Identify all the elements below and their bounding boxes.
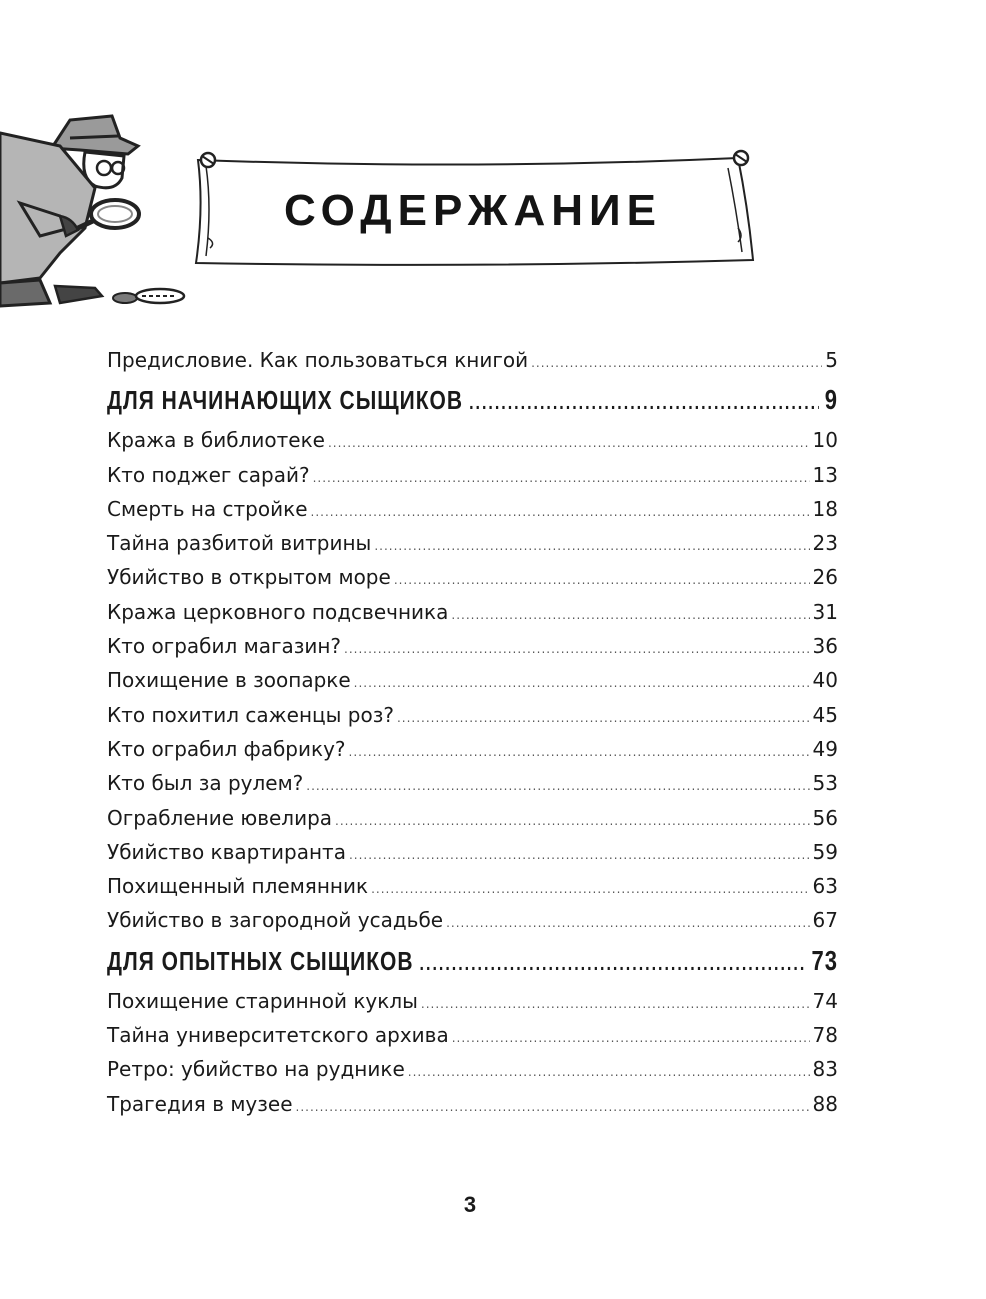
dot-leader [349,735,810,769]
toc-entry-page: 31 [812,599,838,624]
detective-illustration [0,108,200,318]
toc-entry-page: 53 [812,771,838,796]
toc-entry[interactable] [107,1018,838,1052]
toc-entry-title: Ограбление ювелира [107,805,333,830]
toc-entry-title: Похищенный племянник [107,874,369,899]
toc-entry-title: Кража в библиотеке [107,428,325,453]
dot-leader [349,838,810,872]
toc-entry-title: Кто ограбил магазин? [107,634,342,659]
toc-entry-page: 74 [812,988,838,1013]
toc-entry-page: 59 [812,839,838,864]
toc-entry-page: 13 [812,462,838,487]
toc-entry-title: Кража церковного подсвечника [107,599,449,624]
dot-leader [374,529,809,563]
toc-entry-page: 36 [812,634,838,659]
toc-entry-title: Трагедия в музее [107,1091,293,1116]
toc-section-experienced[interactable] [107,932,838,990]
dot-leader [306,769,809,803]
toc-entry[interactable] [107,526,838,560]
toc-section-title: ДЛЯ НАЧИНАЮЩИХ СЫЩИКОВ [107,386,464,416]
toc-entry-page: 18 [812,496,838,521]
toc-entry-page: 23 [812,531,838,556]
toc-entry-title: Тайна разбитой витрины [107,531,372,556]
toc-entry-title: Тайна университетского архива [107,1023,449,1048]
dot-leader [420,936,806,994]
toc-entry[interactable] [107,595,838,629]
toc-entry[interactable] [107,835,838,869]
toc-entry[interactable] [107,698,838,732]
dot-leader [469,375,819,433]
table-of-contents [107,343,838,1121]
toc-entry-page: 67 [812,908,838,933]
toc-section-beginners[interactable] [107,372,838,430]
toc-entry[interactable] [107,1052,838,1086]
toc-section-page: 9 [824,384,838,416]
toc-entry[interactable] [107,869,838,903]
toc-entry-page: 10 [812,428,838,453]
toc-entry[interactable] [107,629,838,663]
toc-section-page: 73 [811,944,838,976]
dot-leader [354,666,810,700]
dot-leader [335,804,810,838]
toc-entry-title: Похищение старинной куклы [107,988,418,1013]
dot-leader [313,461,810,495]
toc-entry-title: Похищение в зоопарке [107,668,351,693]
toc-entry-title: Предисловие. Как пользоваться книгой [107,348,529,372]
dot-leader [311,495,810,529]
toc-entry-title: Смерть на стройке [107,496,308,521]
toc-entry-title: Кто был за рулем? [107,771,304,796]
toc-entry-page: 88 [812,1091,838,1116]
toc-entry[interactable] [107,766,838,800]
toc-entry-page: 78 [812,1023,838,1048]
toc-entry-page: 45 [812,702,838,727]
toc-entry-title: Кто поджег сарай? [107,462,310,487]
toc-entry[interactable] [107,732,838,766]
dot-leader [394,563,810,597]
page-title: СОДЕРЖАНИЕ [283,186,663,235]
toc-entry[interactable] [107,663,838,697]
toc-entry[interactable] [107,801,838,835]
toc-entry-page: 40 [812,668,838,693]
dot-leader [371,872,809,906]
toc-entry-page: 5 [825,348,838,372]
toc-entry[interactable] [107,1087,838,1121]
toc-entry-title: Убийство в открытом море [107,565,391,590]
toc-entry-page: 26 [812,565,838,590]
dot-leader [344,632,810,666]
toc-entry-title: Убийство в загородной усадьбе [107,908,444,933]
toc-entry-page: 63 [812,874,838,899]
toc-entry[interactable] [107,458,838,492]
title-banner [188,148,758,268]
dot-leader [408,1055,810,1089]
dot-leader [451,598,809,632]
toc-entry-page: 56 [812,805,838,830]
toc-section-title: ДЛЯ ОПЫТНЫХ СЫЩИКОВ [107,947,414,976]
toc-entry-page: 49 [812,736,838,761]
toc-entry-title: Кто похитил саженцы роз? [107,702,394,727]
dot-leader [296,1090,810,1124]
page-number: 3 [463,1192,477,1217]
dot-leader [397,701,810,735]
toc-entry-title: Убийство квартиранта [107,839,346,864]
toc-entry[interactable] [107,560,838,594]
toc-entry-title: Ретро: убийство на руднике [107,1057,405,1082]
dot-leader [452,1021,810,1055]
toc-entry-page: 83 [812,1057,838,1082]
toc-entry-title: Кто ограбил фабрику? [107,736,346,761]
toc-entry[interactable] [107,492,838,526]
